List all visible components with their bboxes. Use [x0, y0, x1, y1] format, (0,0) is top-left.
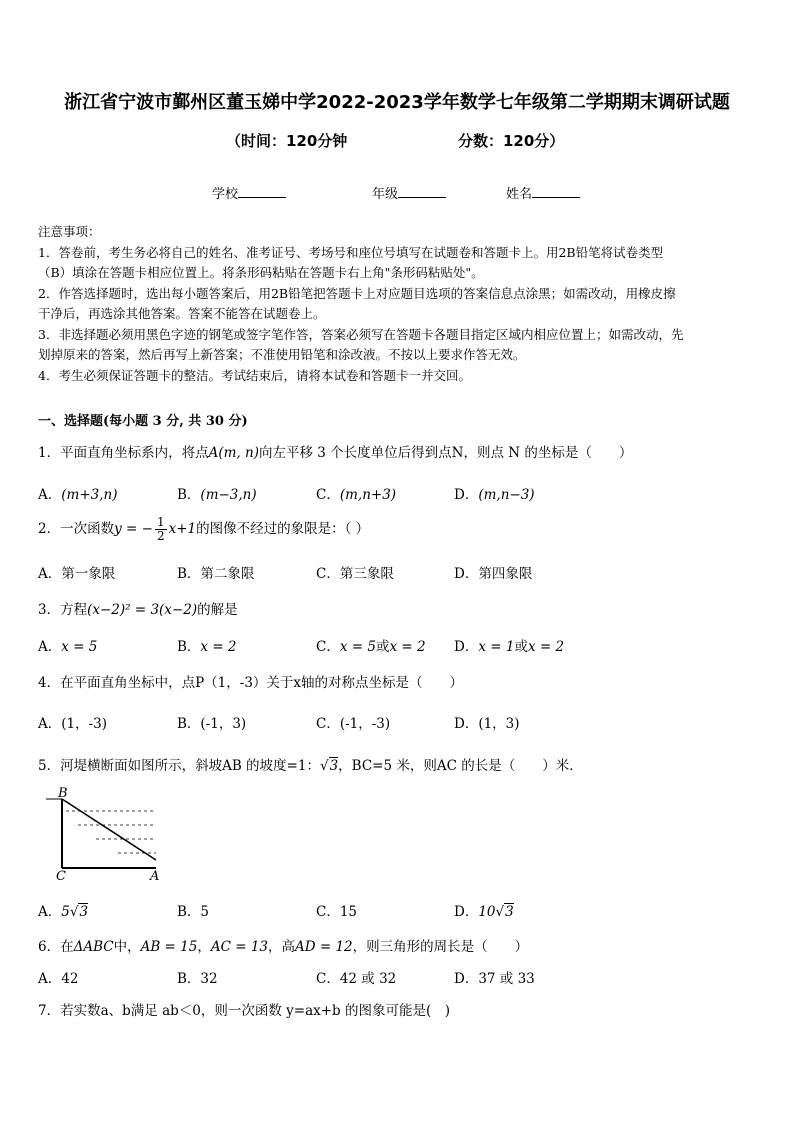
option-connector: 或 [375, 639, 390, 655]
q2-option-a[interactable]: A．第一象限 [38, 566, 116, 582]
option-value: x = 5 [61, 639, 98, 655]
q6-option-d[interactable]: D．37 或 33 [454, 971, 535, 987]
question-1 [38, 441, 632, 461]
notes-heading: 注意事项： [38, 224, 101, 239]
q4-option-c[interactable]: C．(-1，-3) [316, 716, 391, 732]
q6-text: ， [197, 939, 211, 955]
q1-option-c[interactable] [316, 483, 396, 503]
sqrt-sign: √ [319, 758, 329, 774]
q2-post: 的图像不经过的象限是：（ ） [196, 521, 370, 537]
q3-equation: (x−2)² = 3(x−2) [87, 602, 198, 618]
option-value: 5 [61, 904, 70, 920]
q4-option-a[interactable]: A．(1，-3) [38, 716, 108, 732]
q5-post: ，BC=5 米，则AC 的长是（ ）米． [338, 758, 583, 774]
ab-slope-line [62, 799, 156, 860]
fraction-numerator: 1 [156, 515, 165, 529]
question-4: 4．在平面直角坐标中，点P（1，-3）关于x轴的对称点坐标是（ ） [38, 675, 464, 691]
notes-line: 干净后，再选涂其他答案。答案不能答在试题卷上。 [38, 306, 326, 321]
option-letter: A． [38, 639, 62, 655]
q3-pre: 3．方程 [38, 602, 88, 618]
q5-option-a[interactable] [38, 900, 88, 920]
q4-option-b[interactable]: B．(-1，3) [177, 716, 247, 732]
label-b: B [58, 786, 68, 801]
school-blank[interactable] [238, 185, 286, 198]
school-label: 学校 [212, 187, 239, 202]
q5-option-c[interactable]: C．15 [316, 904, 358, 920]
notes-block [38, 222, 760, 386]
q2-rhs: x+1 [168, 521, 197, 537]
q3-option-b[interactable] [177, 635, 237, 655]
option-letter: B． [177, 639, 201, 655]
riverbank-figure [38, 784, 178, 884]
q6-ab: AB = 15 [140, 939, 198, 955]
notes-line: 4．考生必须保证答题卡的整洁。考试结束后，请将本试卷和答题卡一并交回。 [38, 367, 471, 383]
question-7: 7．若实数a、b满足 ab＜0，则一次函数 y=ax+b 的图象可能是( ) [38, 1003, 451, 1019]
grade-field [372, 183, 446, 202]
q1-pre: 1．平面直角坐标系内，将点 [38, 445, 209, 461]
q6-option-b[interactable]: B．32 [177, 971, 218, 987]
notes-line: 1．答卷前，考生务必将自己的姓名、准考证号、考场号和座位号填写在试题卷和答题卡上。用2B铅笔将试卷类型 [38, 244, 664, 260]
name-field [506, 183, 580, 202]
grade-label: 年级 [372, 187, 399, 202]
option-value: x = 5 [339, 639, 376, 655]
school-field [212, 183, 286, 202]
q1-option-d[interactable] [454, 483, 535, 503]
grade-blank[interactable] [398, 185, 446, 198]
option-value: x = 2 [527, 639, 565, 655]
q6-ad: AD = 12 [295, 939, 353, 955]
q1-point: A(m, n) [208, 445, 259, 461]
q6-option-c[interactable]: C．42 或 32 [316, 971, 397, 987]
q2-option-d[interactable]: D．第四象限 [454, 566, 533, 582]
q5-option-b[interactable]: B．5 [177, 904, 210, 920]
q2-option-c[interactable]: C．第三象限 [316, 566, 394, 582]
q1-option-b[interactable] [177, 483, 257, 503]
fraction-denominator: 2 [156, 529, 165, 543]
q6-text: 中， [113, 939, 141, 955]
q3-post: 的解是 [197, 602, 238, 618]
name-blank[interactable] [532, 185, 580, 198]
notes-line: 3．非选择题必须用黑色字迹的钢笔或签字笔作答，答案必须写在答题卡各题目指定区域内相应位置上；如需改动，先 [38, 326, 684, 342]
option-letter: A． [38, 904, 62, 920]
option-letter: C． [316, 639, 340, 655]
q2-pre: 2．一次函数 [38, 521, 115, 537]
exam-time: （时间：120分钟 [226, 132, 348, 150]
q6-triangle: ΔABC [73, 939, 114, 955]
option-value: x = 2 [389, 639, 426, 655]
question-3 [38, 598, 238, 618]
option-value: 10 [478, 904, 496, 920]
q2-lhs: y = − [114, 521, 153, 537]
q6-ac: AC = 13 [210, 939, 268, 955]
sqrt-sign: √ [69, 904, 79, 920]
option-value: (m+3,n) [61, 487, 118, 503]
notes-line: （B）填涂在答题卡相应位置上。将条形码粘贴在答题卡右上角"条形码粘贴处"。 [38, 265, 484, 280]
question-6 [38, 935, 528, 955]
q2-fraction [155, 516, 167, 543]
q6-post: ，则三角形的周长是（ ） [352, 939, 529, 955]
option-value: (m,n−3) [478, 487, 535, 503]
option-value: x = 2 [200, 639, 237, 655]
option-connector: 或 [514, 639, 528, 655]
label-c: C [56, 869, 66, 884]
q5-pre: 5．河堤横断面如图所示，斜坡AB 的坡度=1： [38, 758, 320, 774]
option-root: 3 [79, 904, 89, 920]
q3-option-c[interactable] [316, 635, 426, 655]
name-label: 姓名 [506, 187, 533, 202]
q4-option-d[interactable]: D．(1，3) [454, 716, 520, 732]
q6-pre: 6．在 [38, 939, 74, 955]
option-value: (m−3,n) [200, 487, 257, 503]
question-5 [38, 754, 583, 774]
section-heading: 一、选择题(每小题 3 分, 共 30 分) [38, 414, 248, 429]
option-letter: A． [38, 487, 62, 503]
question-2 [38, 516, 369, 543]
sqrt-sign: √ [495, 904, 505, 920]
exam-score: 分数：120分） [458, 132, 565, 150]
q5-root: 3 [329, 758, 339, 774]
q3-option-a[interactable] [38, 635, 97, 655]
q6-option-a[interactable]: A．42 [38, 971, 79, 987]
option-letter: D． [454, 904, 479, 920]
option-value: x = 1 [478, 639, 515, 655]
q1-option-a[interactable] [38, 483, 117, 503]
option-letter: C． [316, 487, 340, 503]
q5-option-d[interactable] [454, 900, 514, 920]
q2-option-b[interactable]: B．第二象限 [177, 566, 255, 582]
option-letter: D． [454, 487, 479, 503]
q1-post: 向左平移 3 个长度单位后得到点N，则点 N 的坐标是（ ） [258, 445, 633, 461]
option-root: 3 [505, 904, 514, 920]
option-letter: D． [454, 639, 479, 655]
notes-line: 2．作答选择题时，选出每小题答案后，用2B铅笔把答题卡上对应题目选项的答案信息点涂黑；如需改动，用橡皮擦 [38, 285, 676, 301]
option-letter: B． [177, 487, 201, 503]
q3-option-d[interactable] [454, 635, 564, 655]
page-title: 浙江省宁波市鄞州区董玉娣中学2022-2023学年数学七年级第二学期期末调研试题 [64, 92, 730, 113]
q6-text: ，高 [268, 939, 295, 955]
label-a: A [150, 869, 160, 884]
option-value: (m,n+3) [339, 487, 397, 503]
notes-line: 划掉原来的答案，然后再写上新答案；不准使用铅笔和涂改液。不按以上要求作答无效。 [38, 347, 526, 362]
